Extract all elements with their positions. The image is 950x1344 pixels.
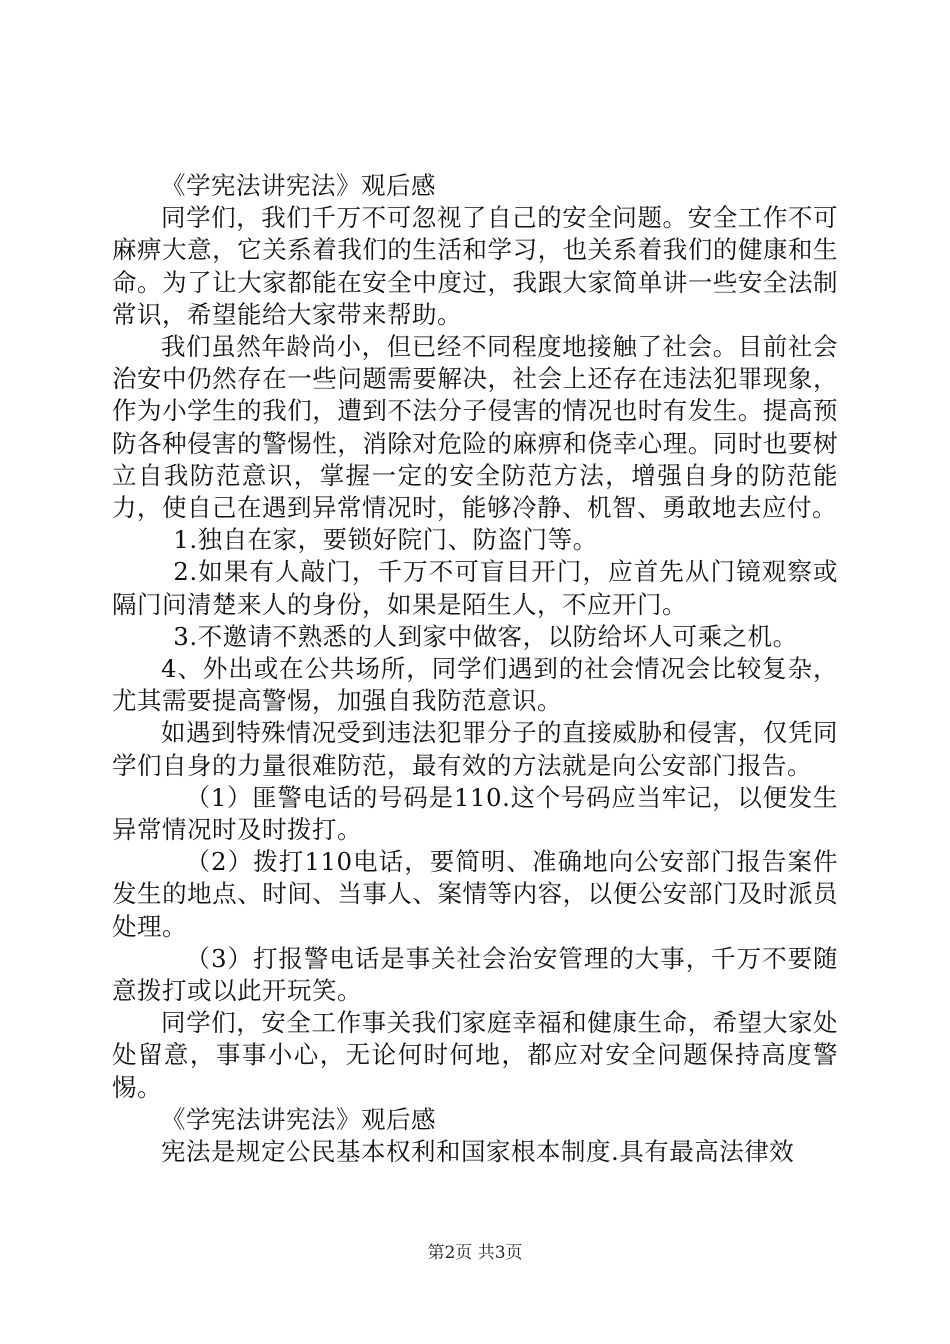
list-item-4: 4、外出或在公共场所，同学们遇到的社会情况会比较复杂，尤其需要提高警惕，加强自我防范意识。	[112, 654, 838, 716]
second-document-title: 《学宪法讲宪法》观后感	[161, 1104, 436, 1134]
sub-item-3: （3）打报警电话是事关社会治安管理的大事，千万不要随意拨打或以此开玩笑。	[112, 943, 838, 1006]
page-number: 第2页 共3页	[427, 1243, 523, 1263]
paragraph-society: 我们虽然年龄尚小，但已经不同程度地接触了社会。目前社会治安中仍然存在一些问题需要解决，社会上还存在违法犯罪现象，作为小学生的我们，遭到不法分子侵害的情况也时有发生。提高预防各种侵害的警惕性，消除对危险的麻痹和侥幸心理。同时也要树立自我防范意识，掌握一定的安全防范方法，增强自身的防范能力，使自己在遇到异常情况时，能够冷静、机智、勇敢地去应付。	[112, 332, 838, 523]
second-paragraph-opening: 宪法是规定公民基本权利和国家根本制度.具有最高法律效	[161, 1137, 795, 1167]
list-item-3: 3.不邀请不熟悉的人到家中做客，以防给坏人可乘之机。	[173, 621, 798, 651]
document-title: 《学宪法讲宪法》观后感	[161, 171, 436, 200]
sub-item-2: （2）拨打110电话，要简明、准确地向公安部门报告案件发生的地点、时间、当事人、案情等内容，以便公安部门及时派员处理。	[112, 847, 838, 941]
document-body	[112, 170, 838, 1168]
sub-item-1: （1）匪警电话的号码是110.这个号码应当牢记，以便发生异常情况时及时拨打。	[112, 782, 838, 845]
paragraph-report: 如遇到特殊情况受到违法犯罪分子的直接威胁和侵害，仅凭同学们自身的力量很难防范，最有效的方法就是向公安部门报告。	[112, 718, 838, 780]
list-item-1: 1.独自在家，要锁好院门、防盗门等。	[173, 525, 598, 555]
list-item-2: 2.如果有人敲门，千万不可盲目开门，应首先从门镜观察或隔门问清楚来人的身份，如果是陌生人，不应开门。	[112, 557, 838, 619]
paragraph-intro: 同学们，我们千万不可忽视了自己的安全问题。安全工作不可麻痹大意，它关系着我们的生活和学习，也关系着我们的健康和生命。为了让大家都能在安全中度过，我跟大家简单讲一些安全法制常识，希望能给大家带来帮助。	[112, 203, 838, 329]
paragraph-closing: 同学们，安全工作事关我们家庭幸福和健康生命，希望大家处处留意，事事小心，无论何时何地，都应对安全问题保持高度警惕。	[112, 1008, 838, 1102]
